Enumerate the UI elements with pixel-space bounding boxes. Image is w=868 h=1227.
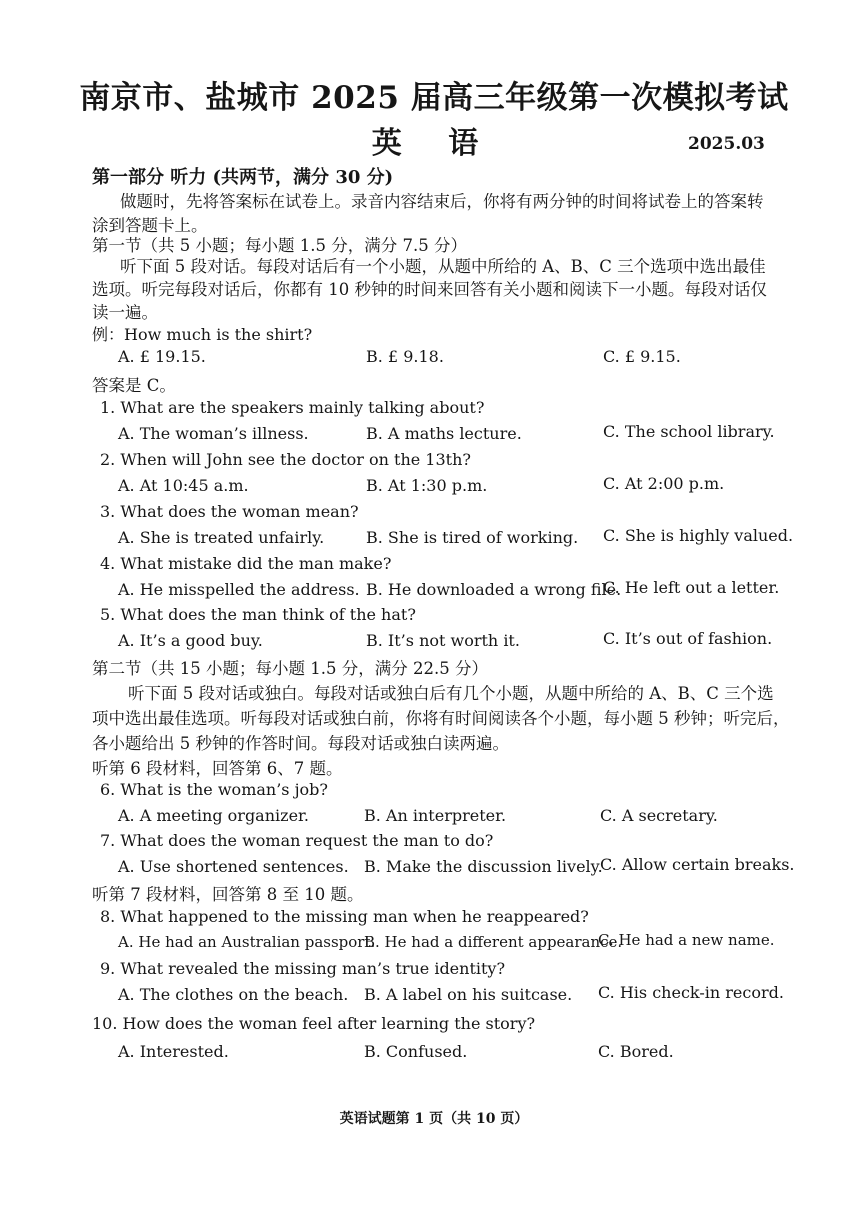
option-a: A. A meeting organizer. — [118, 806, 310, 825]
question-stem: 7. What does the woman request the man to do? — [100, 831, 494, 850]
example-option-c: C. £ 9.15. — [603, 347, 681, 366]
option-c: C. The school library. — [603, 422, 775, 441]
option-b: B. He downloaded a wrong file. — [366, 580, 622, 599]
section2-instruction-line2: 项中选出最佳选项。听每段对话或独白前，你将有时间阅读各个小题，每小题 5 秒钟；听完后， — [92, 709, 790, 728]
question-stem: 1. What are the speakers mainly talking about? — [100, 398, 485, 417]
option-c: C. She is highly valued. — [603, 526, 794, 545]
option-b: B. A maths lecture. — [366, 424, 522, 443]
question-stem: 6. What is the woman’s job? — [100, 780, 328, 799]
page-footer: 英语试题第 1 页（共 10 页） — [339, 1111, 529, 1127]
option-a: A. Interested. — [118, 1042, 229, 1061]
option-b: B. At 1:30 p.m. — [366, 476, 488, 495]
option-a: A. He misspelled the address. — [118, 580, 360, 599]
section2-heading: 第二节（共 15 小题；每小题 1.5 分，满分 22.5 分） — [92, 659, 488, 678]
option-b: B. Confused. — [364, 1042, 468, 1061]
part1-instruction-line2: 涂到答题卡上。 — [92, 216, 208, 235]
option-a: A. At 10:45 a.m. — [118, 476, 249, 495]
section1-instruction-line2: 选项。听完每段对话后，你都有 10 秒钟的时间来回答有关小题和阅读下一小题。每段对话仅 — [92, 280, 767, 299]
option-a: A. Use shortened sentences. — [118, 857, 349, 876]
option-b: B. An interpreter. — [364, 806, 507, 825]
option-c: C. His check-in record. — [598, 983, 784, 1002]
option-b: B. He had a different appearance. — [364, 933, 623, 951]
option-c: C. Allow certain breaks. — [600, 855, 795, 874]
option-b: B. Make the discussion lively. — [364, 857, 603, 876]
option-a: A. He had an Australian passport. — [118, 933, 376, 951]
question-stem: 3. What does the woman mean? — [100, 502, 359, 521]
option-b: B. She is tired of working. — [366, 528, 579, 547]
option-b: B. A label on his suitcase. — [364, 985, 573, 1004]
option-c: C. It’s out of fashion. — [603, 629, 773, 648]
section1-instruction-line3: 读一遍。 — [92, 303, 158, 322]
exam-date: 2025.03 — [688, 134, 765, 154]
material-6-heading: 听第 6 段材料，回答第 6、7 题。 — [92, 759, 343, 778]
option-c: C. A secretary. — [600, 806, 718, 825]
section1-instruction-line1: 听下面 5 段对话。每段对话后有一个小题，从题中所给的 A、B、C 三个选项中选出最佳 — [120, 257, 766, 276]
subject-title: 英 语 — [371, 126, 497, 161]
question-stem: 10. How does the woman feel after learning the story? — [92, 1014, 536, 1033]
section2-instruction-line3: 各小题给出 5 秒钟的作答时间。每段对话或独白读两遍。 — [92, 734, 509, 753]
example-answer: 答案是 C。 — [92, 376, 176, 395]
question-stem: 9. What revealed the missing man’s true identity? — [100, 959, 506, 978]
option-a: A. The clothes on the beach. — [118, 985, 349, 1004]
question-stem: 5. What does the man think of the hat? — [100, 605, 416, 624]
exam-title: 南京市、盐城市 2025 届高三年级第一次模拟考试 — [79, 80, 789, 116]
material-7-heading: 听第 7 段材料，回答第 8 至 10 题。 — [92, 885, 364, 904]
option-b: B. It’s not worth it. — [366, 631, 520, 650]
option-a: A. The woman’s illness. — [118, 424, 309, 443]
question-stem: 2. When will John see the doctor on the 13th? — [100, 450, 471, 469]
question-stem: 8. What happened to the missing man when he reappeared? — [100, 907, 589, 926]
part1-instruction-line1: 做题时，先将答案标在试卷上。录音内容结束后，你将有两分钟的时间将试卷上的答案转 — [120, 192, 764, 211]
section2-instruction-line1: 听下面 5 段对话或独白。每段对话或独白后有几个小题，从题中所给的 A、B、C 三个选 — [128, 684, 774, 703]
section1-heading: 第一节（共 5 小题；每小题 1.5 分，满分 7.5 分） — [92, 236, 467, 255]
option-c: C. He had a new name. — [598, 931, 775, 949]
option-c: C. He left out a letter. — [603, 578, 780, 597]
example-option-a: A. £ 19.15. — [118, 347, 206, 366]
option-c: C. Bored. — [598, 1042, 674, 1061]
example-question: 例：How much is the shirt? — [92, 325, 313, 344]
option-c: C. At 2:00 p.m. — [603, 474, 725, 493]
question-stem: 4. What mistake did the man make? — [100, 554, 392, 573]
example-option-b: B. £ 9.18. — [366, 347, 444, 366]
option-a: A. She is treated unfairly. — [118, 528, 325, 547]
option-a: A. It’s a good buy. — [118, 631, 263, 650]
part1-heading: 第一部分 听力 (共两节，满分 30 分) — [92, 167, 394, 188]
